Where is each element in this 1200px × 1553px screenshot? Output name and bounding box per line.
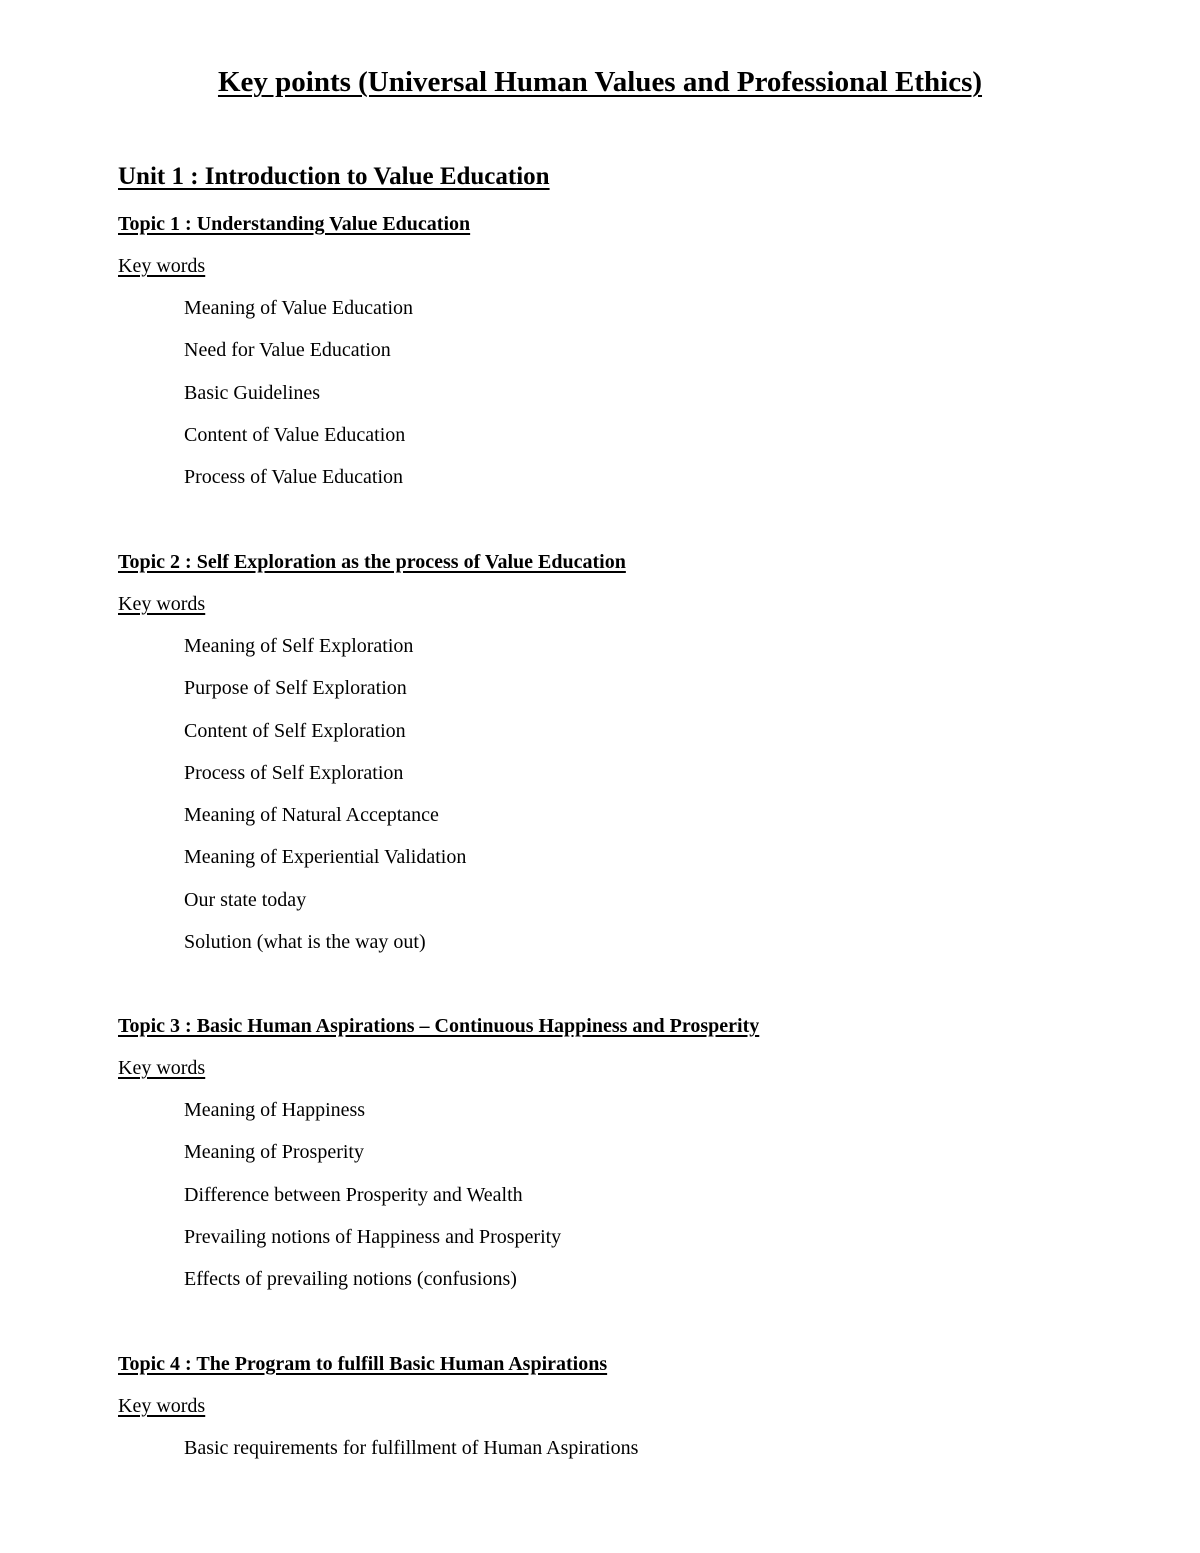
keyword-list — [118, 634, 1118, 972]
topic-title: Topic 1 : Understanding Value Education — [118, 213, 471, 235]
keyword-item: Prevailing notions of Happiness and Prosperity — [184, 1225, 562, 1248]
keyword-item: Meaning of Experiential Validation — [184, 846, 467, 869]
topic-section — [118, 1352, 1118, 1478]
keyword-item: Our state today — [184, 888, 307, 911]
document-title: Key points (Universal Human Values and Professional Ethics) — [217, 66, 983, 98]
keyword-list — [118, 1436, 1118, 1478]
keyword-item: Solution (what is the way out) — [184, 931, 426, 954]
keyword-item: Meaning of Value Education — [184, 297, 414, 319]
keyword-item: Meaning of Happiness — [184, 1099, 366, 1121]
keyword-item: Basic requirements for fulfillment of Human Aspirations — [184, 1437, 639, 1459]
topic-section — [118, 212, 1118, 507]
topic-section — [118, 1014, 1118, 1309]
keywords-label: Key words — [118, 255, 206, 277]
keyword-item: Process of Value Education — [184, 466, 404, 489]
keyword-item: Content of Self Exploration — [184, 719, 406, 742]
keyword-item: Meaning of Natural Acceptance — [184, 804, 439, 827]
unit-title: Unit 1 : Introduction to Value Education — [118, 163, 550, 190]
topic-title: Topic 2 : Self Exploration as the process of Value Education — [118, 551, 626, 573]
keyword-item: Meaning of Prosperity — [184, 1141, 364, 1164]
keywords-label: Key words — [118, 1395, 206, 1417]
keyword-item: Effects of prevailing notions (confusions) — [184, 1268, 517, 1291]
keywords-label: Key words — [118, 1057, 206, 1079]
topic-title: Topic 4 : The Program to fulfill Basic Human Aspirations — [118, 1353, 608, 1375]
topic-section — [118, 550, 1118, 972]
topic-title: Topic 3 : Basic Human Aspirations – Continuous Happiness and Prosperity — [118, 1015, 760, 1037]
keyword-item: Purpose of Self Exploration — [184, 677, 407, 700]
keyword-list — [118, 1098, 1118, 1309]
keyword-item: Meaning of Self Exploration — [184, 635, 414, 657]
keyword-item: Process of Self Exploration — [184, 761, 404, 784]
keyword-item: Content of Value Education — [184, 423, 406, 446]
keyword-item: Difference between Prosperity and Wealth — [184, 1183, 523, 1206]
keyword-item: Basic Guidelines — [184, 381, 321, 404]
keywords-label: Key words — [118, 593, 206, 615]
keyword-list — [118, 296, 1118, 507]
keyword-item: Need for Value Education — [184, 339, 391, 362]
